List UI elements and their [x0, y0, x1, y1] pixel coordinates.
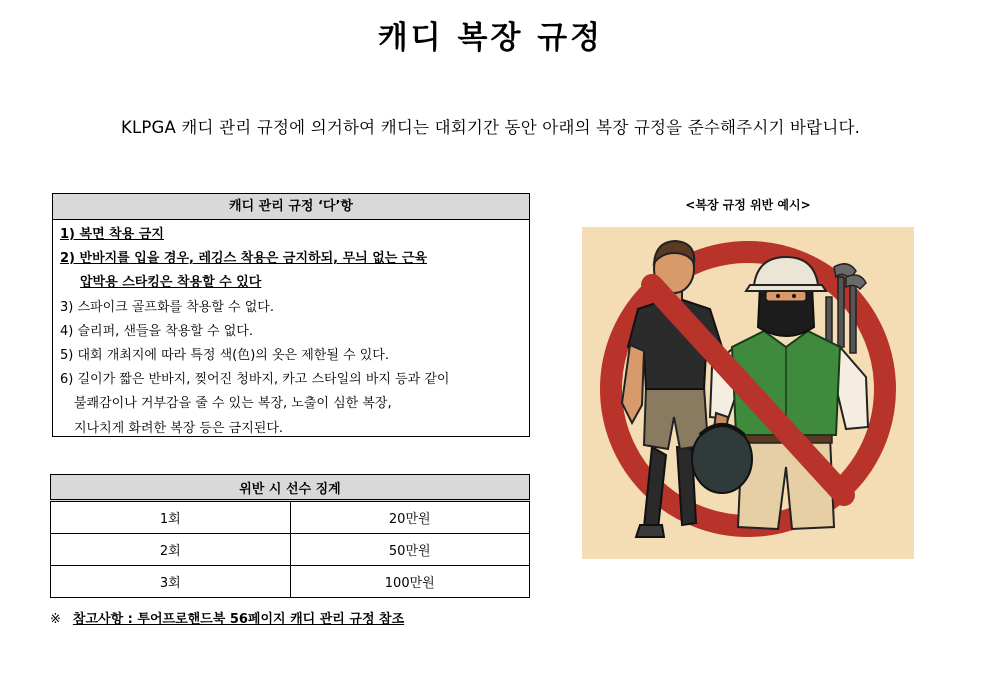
reference-note	[50, 608, 404, 627]
rule-item-4: 4) 슬리퍼, 샌들을 착용할 수 없다.	[60, 323, 253, 339]
rule-item-2: 2) 반바지를 입을 경우, 레깅스 착용은 금지하되, 무늬 없는 근육	[60, 251, 427, 267]
rule-item-3: 3) 스파이크 골프화를 착용할 수 없다.	[60, 299, 274, 315]
rule-item-2-cont: 압박용 스타킹은 착용할 수 있다	[80, 275, 262, 291]
penalty-count: 2회	[51, 534, 291, 566]
penalty-table	[50, 474, 530, 598]
penalty-fine: 50만원	[290, 534, 530, 566]
table-row	[51, 566, 530, 598]
reference-mark: ※	[50, 612, 61, 627]
violation-illustration	[582, 227, 914, 559]
rule-item-1: 1) 복면 착용 금지	[60, 227, 164, 242]
rules-list	[53, 220, 529, 441]
table-row	[51, 501, 530, 534]
penalty-header: 위반 시 선수 징계	[51, 475, 530, 501]
table-row	[51, 534, 530, 566]
rule-item-6: 6) 길이가 짧은 반바지, 찢어진 청바지, 카고 스타일의 바지 등과 같이	[60, 372, 450, 388]
reference-text: 참고사항 : 투어프로핸드북 56페이지 캐디 관리 규정 참조	[72, 612, 405, 627]
rules-header: 캐디 관리 규정 ‘다’항	[53, 194, 529, 220]
rule-item-6-cont-2: 지나치게 화려한 복장 등은 금지된다.	[74, 420, 284, 436]
penalty-fine: 20만원	[290, 501, 530, 534]
rule-item-5: 5) 대회 개최지에 따라 특정 색(色)의 옷은 제한될 수 있다.	[60, 348, 389, 364]
rules-box	[52, 193, 530, 437]
intro-text: KLPGA 캐디 관리 규정에 의거하여 캐디는 대회기간 동안 아래의 복장 규정을 준수해주시기 바랍니다.	[120, 118, 861, 137]
penalty-count: 1회	[51, 501, 291, 534]
rule-item-6-cont-1: 불쾌감이나 거부감을 줄 수 있는 복장, 노출이 심한 복장,	[74, 396, 392, 412]
page-title: 캐디 복장 규정	[377, 20, 604, 56]
penalty-count: 3회	[51, 566, 291, 598]
penalty-fine: 100만원	[290, 566, 530, 598]
illustration-caption: <복장 규정 위반 예시>	[685, 198, 811, 212]
